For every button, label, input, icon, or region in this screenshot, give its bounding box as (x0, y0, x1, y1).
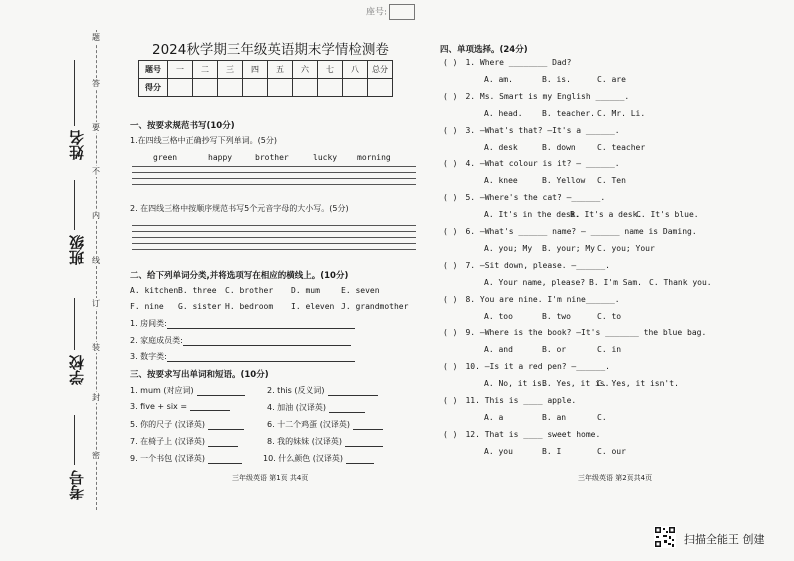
answer-option[interactable]: B. Yellow (542, 176, 586, 186)
answer-option[interactable]: C. Yes, it isn't. (597, 379, 679, 389)
writing-line[interactable] (132, 243, 416, 244)
answer-paren[interactable]: ( ) (443, 58, 458, 67)
mc-question (443, 193, 605, 202)
answer-option[interactable]: B. two (542, 311, 571, 321)
answer-option[interactable]: A. Your name, please? (484, 277, 586, 287)
score-table-header-row (139, 61, 393, 79)
writing-line[interactable] (132, 249, 416, 250)
answer-paren[interactable]: ( ) (443, 396, 458, 405)
score-cell: 总分 (368, 61, 393, 79)
answer-option[interactable]: C. our (597, 446, 626, 456)
answer-option[interactable]: A. It's in the desk. (484, 210, 581, 220)
answer-option[interactable]: A. you; My (484, 244, 533, 253)
writing-line[interactable] (132, 178, 416, 179)
category-numbers (130, 351, 355, 362)
mc-question (443, 396, 576, 405)
answer-option[interactable]: B. is. (542, 75, 571, 84)
answer-paren[interactable]: ( ) (443, 328, 458, 338)
answer-blank[interactable] (190, 402, 230, 411)
score-cell: 五 (268, 61, 293, 79)
mc-question (443, 126, 620, 135)
score-input-cell[interactable] (368, 79, 393, 97)
sec3-prompt: 7. 在椅子上 (汉译英) (130, 437, 205, 446)
sec3-item (267, 385, 378, 396)
category-label: 3. 数字类: (130, 352, 167, 361)
sec3-prompt: 10. 什么颜色 (汉译英) (263, 454, 344, 463)
qr-code-icon (654, 526, 676, 548)
answer-option[interactable]: A. and (484, 345, 513, 355)
word-option: F. nine (130, 302, 164, 311)
question-text: 2. Ms. Smart is my English ______. (465, 91, 630, 101)
writing-line[interactable] (132, 237, 416, 238)
score-input-cell[interactable] (318, 79, 343, 97)
score-cell: 得分 (139, 79, 168, 97)
answer-paren[interactable]: ( ) (443, 429, 458, 439)
answer-option[interactable]: B. down (542, 142, 576, 152)
question-text: 5. —Where's the cat? —______. (465, 193, 606, 203)
word-option: C. brother (225, 286, 274, 295)
answer-option[interactable]: A. head. (484, 108, 523, 118)
mc-question (443, 92, 629, 101)
question-text: 12. That is ____ sweet home. (465, 429, 601, 439)
seal-mark: 订 (92, 299, 100, 308)
copy-word: happy (208, 153, 233, 162)
mc-question (443, 328, 706, 337)
section-3-heading: 三、按要求写出单词和短语。(10分) (130, 370, 269, 380)
writing-line[interactable] (132, 166, 416, 167)
answer-paren[interactable]: ( ) (443, 125, 458, 135)
category-label: 2. 家庭成员类: (130, 336, 183, 345)
seal-mark: 线 (92, 256, 100, 265)
sec3-prompt: 2. this (反义词) (267, 386, 325, 395)
sec3-item (130, 385, 245, 396)
seat-number-label: 座号: (366, 4, 415, 20)
answer-option[interactable]: C. Mr. Li. (597, 108, 646, 118)
answer-blank[interactable] (328, 387, 378, 396)
answer-option[interactable]: A. knee (484, 176, 518, 186)
school-label: 学校 (68, 355, 86, 385)
answer-paren[interactable]: ( ) (443, 227, 458, 236)
seal-mark: 装 (92, 343, 100, 352)
score-cell: 七 (318, 61, 343, 79)
question-text: 6. —What's ______ name? — ______ name is Daming. (465, 227, 697, 236)
score-input-cell[interactable] (193, 79, 218, 97)
answer-option[interactable]: B. or (542, 345, 567, 355)
scanner-watermark: 扫描全能王 创建 (684, 533, 765, 546)
question-text: 7. —Sit down, please. —______. (465, 260, 610, 270)
sec3-item (267, 402, 365, 413)
page-footer-left: 三年级英语 第1页 共4页 (232, 474, 309, 482)
score-input-cell[interactable] (268, 79, 293, 97)
copy-word: green (153, 153, 178, 162)
score-cell: 八 (343, 61, 368, 79)
sec3-item (267, 436, 383, 447)
copy-word: lucky (313, 153, 338, 162)
sec3-prompt: 6. 十二个鸡蛋 (汉译英) (267, 420, 350, 429)
answer-option[interactable]: A. you (484, 446, 513, 456)
mc-question (443, 362, 610, 371)
seal-mark: 不 (92, 167, 100, 176)
sec3-prompt: 5. 你的尺子 (汉译英) (130, 420, 205, 429)
sec3-prompt: 8. 我的妹妹 (汉译英) (267, 437, 342, 446)
word-option: H. bedroom (225, 302, 274, 311)
exam-title: 2024秋学期三年级英语期末学情检测卷 (152, 42, 389, 58)
question-text: 1. Where ________ Dad? (465, 58, 572, 67)
copy-word: morning (357, 153, 391, 162)
answer-blank[interactable] (329, 404, 365, 413)
category-rooms (130, 318, 355, 329)
answer-option[interactable]: C. in (597, 345, 622, 355)
answer-blank[interactable] (353, 421, 383, 430)
score-table (138, 60, 393, 97)
answer-blank[interactable] (345, 438, 383, 447)
seal-mark: 答 (92, 79, 100, 88)
answer-option[interactable]: C. Thank you. (649, 277, 712, 287)
answer-blank[interactable] (197, 387, 245, 396)
sec3-item (130, 453, 242, 464)
answer-option[interactable]: A. too (484, 311, 513, 321)
score-input-cell[interactable] (343, 79, 368, 97)
word-option: D. mum (291, 286, 320, 295)
word-option: E. seven (341, 286, 380, 295)
sec3-item (130, 436, 238, 447)
mc-question (443, 430, 600, 439)
answer-paren[interactable]: ( ) (443, 260, 458, 270)
answer-option[interactable]: C. It's blue. (636, 210, 699, 220)
sec3-prompt: 1. mum (对应词) (130, 386, 194, 395)
category-label: 1. 房间类: (130, 319, 167, 328)
answer-option[interactable]: B. It's a desk. (570, 210, 643, 220)
mc-question (443, 159, 620, 168)
question-text: 9. —Where is the book? —It's _______ the blue bag. (465, 328, 707, 338)
answer-option[interactable]: B. your; My (542, 244, 595, 253)
score-cell: 六 (293, 61, 318, 79)
sec3-prompt: 3. five + six = (130, 402, 188, 411)
answer-blank[interactable] (183, 337, 351, 346)
category-family (130, 335, 351, 346)
answer-option[interactable]: C. teacher (597, 142, 646, 152)
options-row-1 (130, 286, 380, 295)
answer-blank[interactable] (208, 421, 244, 430)
answer-option[interactable]: C. (597, 413, 607, 422)
answer-paren[interactable]: ( ) (443, 91, 458, 101)
answer-option[interactable]: C. to (597, 311, 622, 321)
writing-line[interactable] (132, 231, 416, 232)
answer-blank[interactable] (167, 353, 355, 362)
score-cell: 题号 (139, 61, 168, 79)
answer-option[interactable]: C. are (597, 75, 626, 84)
options-row-2 (130, 302, 408, 311)
mc-question (443, 227, 697, 236)
answer-option[interactable]: B. Yes, it is. (542, 379, 610, 389)
seal-mark: 要 (92, 123, 100, 132)
section-1-heading: 一、按要求规范书写(10分) (130, 121, 235, 131)
sec3-item (130, 419, 244, 430)
answer-paren[interactable]: ( ) (443, 159, 458, 169)
word-option: B. three (178, 286, 217, 295)
score-cell: 二 (193, 61, 218, 79)
score-table-score-row (139, 79, 393, 97)
question-text: 8. You are nine. I'm nine______. (465, 294, 620, 304)
score-input-cell[interactable] (243, 79, 268, 97)
seal-mark: 密 (92, 451, 100, 460)
score-cell: 四 (243, 61, 268, 79)
score-cell: 三 (218, 61, 243, 79)
score-cell: 一 (168, 61, 193, 79)
score-input-cell[interactable] (168, 79, 193, 97)
question-text: 10. —Is it a red pen? —______. (465, 362, 610, 372)
seal-mark: 内 (92, 211, 100, 220)
answer-blank[interactable] (167, 320, 355, 329)
score-input-cell[interactable] (293, 79, 318, 97)
class-label: 班级 (68, 235, 86, 265)
name-label: 姓名 (68, 130, 86, 160)
seal-mark: 题 (92, 33, 100, 42)
sec3-item (130, 402, 230, 411)
sec3-item (267, 419, 383, 430)
answer-option[interactable]: A. a (484, 413, 504, 422)
word-option: A. kitchen (130, 286, 179, 295)
answer-option[interactable]: B. teacher. (542, 108, 595, 118)
writing-line[interactable] (132, 172, 416, 173)
mc-question (443, 295, 620, 304)
question-text: 4. —What colour is it? — ______. (465, 159, 620, 169)
answer-option[interactable]: A. desk (484, 142, 518, 152)
binding-strip (60, 30, 110, 540)
exam-number-label: 考号 (68, 470, 86, 500)
section-1-question-2: 2. 在四线三格中按顺序规范书写5个元音字母的大小写。(5分) (130, 204, 349, 213)
answer-blank[interactable] (346, 455, 374, 464)
copy-words (153, 153, 391, 162)
answer-blank[interactable] (208, 438, 238, 447)
page-footer-right: 三年级英语 第2页共4页 (578, 474, 653, 482)
section-4-heading: 四、单项选择。(24分) (440, 45, 528, 55)
answer-option[interactable]: B. an (542, 413, 567, 422)
answer-option[interactable]: A. am. (484, 75, 513, 84)
answer-blank[interactable] (208, 455, 242, 464)
question-text: 3. —What's that? —It's a ______. (465, 125, 620, 135)
sec3-prompt: 9. 一个书包 (汉译英) (130, 454, 205, 463)
answer-option[interactable]: B. I'm Sam. (589, 277, 642, 287)
question-text: 11. This is ____ apple. (465, 396, 577, 405)
seal-line (96, 30, 97, 510)
copy-word: brother (255, 153, 289, 162)
mc-question (443, 58, 571, 67)
writing-line[interactable] (132, 225, 416, 226)
score-input-cell[interactable] (218, 79, 243, 97)
word-option: G. sister (178, 302, 222, 311)
answer-paren[interactable]: ( ) (443, 193, 458, 203)
word-option: I. eleven (291, 302, 335, 311)
sec3-prompt: 4. 加油 (汉译英) (267, 403, 326, 412)
seal-mark: 封 (92, 393, 100, 402)
answer-option[interactable]: C. you; Your (597, 244, 655, 253)
answer-paren[interactable]: ( ) (443, 294, 458, 304)
section-2-heading: 二、给下列单词分类,并将选项写在相应的横线上。(10分) (130, 271, 349, 281)
word-option: J. grandmother (341, 302, 409, 311)
answer-paren[interactable]: ( ) (443, 362, 458, 372)
answer-option[interactable]: A. No, it is. (484, 379, 547, 389)
sec3-item (263, 453, 374, 464)
answer-option[interactable]: B. I (542, 446, 562, 456)
writing-line[interactable] (132, 184, 416, 185)
section-1-question-1: 1.在四线三格中正确抄写下列单词。(5分) (130, 136, 277, 145)
mc-question (443, 261, 610, 270)
answer-option[interactable]: C. Ten (597, 176, 626, 186)
